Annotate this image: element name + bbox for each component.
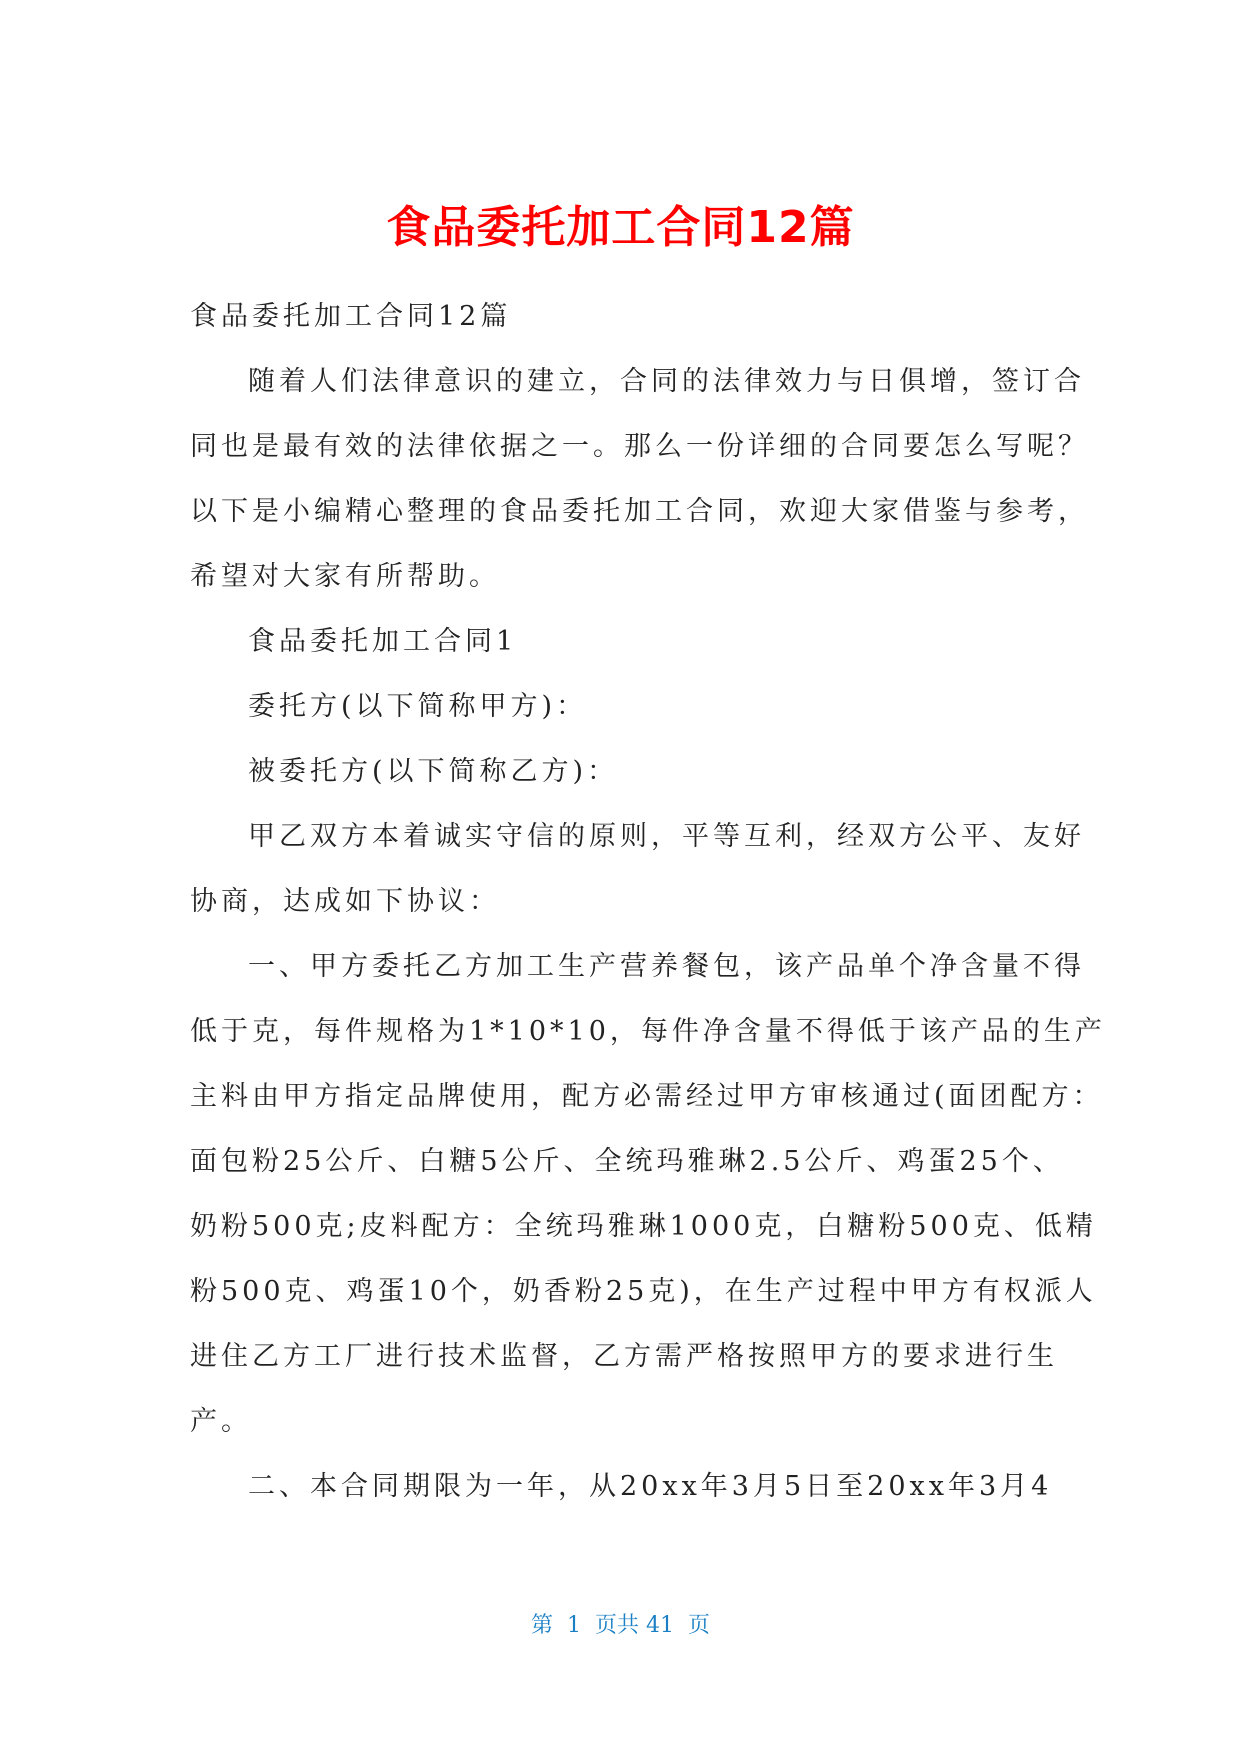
paragraph-line: 二、本合同期限为一年，从20xx年3月5日至20xx年3月4 — [248, 1471, 1053, 1502]
paragraph-line: 同也是最有效的法律依据之一。那么一份详细的合同要怎么写呢？ — [190, 431, 1089, 462]
page-number-footer: 第 1 页共 41 页 — [531, 1613, 710, 1638]
paragraph-line: 协商，达成如下协议： — [190, 886, 500, 917]
document-title: 食品委托加工合同12篇 — [386, 202, 855, 253]
document-body — [190, 284, 1106, 1519]
paragraph-line: 奶粉500克;皮料配方：全统玛雅琳1000克，白糖粉500克、低精 — [190, 1211, 1097, 1242]
paragraph-line: 被委托方(以下简称乙方)： — [248, 756, 619, 787]
paragraph-line: 低于克，每件规格为1*10*10，每件净含量不得低于该产品的生产 — [190, 1016, 1106, 1047]
paragraph-line: 粉500克、鸡蛋10个，奶香粉25克)，在生产过程中甲方有权派人 — [190, 1276, 1097, 1307]
paragraph-line: 主料由甲方指定品牌使用，配方必需经过甲方审核通过(面团配方： — [190, 1081, 1104, 1112]
paragraph-line: 一、甲方委托乙方加工生产营养餐包，该产品单个净含量不得 — [248, 951, 1085, 982]
paragraph-line: 以下是小编精心整理的食品委托加工合同，欢迎大家借鉴与参考， — [190, 496, 1089, 527]
paragraph-line: 产。 — [190, 1406, 252, 1437]
paragraph-line: 食品委托加工合同12篇 — [190, 301, 512, 332]
paragraph-line: 甲乙双方本着诚实守信的原则，平等互利，经双方公平、友好 — [248, 821, 1085, 852]
paragraph-line: 面包粉25公斤、白糖5公斤、全统玛雅琳2.5公斤、鸡蛋25个、 — [190, 1146, 1064, 1177]
paragraph-line: 食品委托加工合同1 — [248, 626, 518, 657]
paragraph-line: 希望对大家有所帮助。 — [190, 561, 500, 592]
paragraph-line: 委托方(以下简称甲方)： — [248, 691, 588, 722]
paragraph-line: 进住乙方工厂进行技术监督，乙方需严格按照甲方的要求进行生 — [190, 1341, 1058, 1372]
paragraph-line: 随着人们法律意识的建立，合同的法律效力与日俱增，签订合 — [248, 366, 1085, 397]
